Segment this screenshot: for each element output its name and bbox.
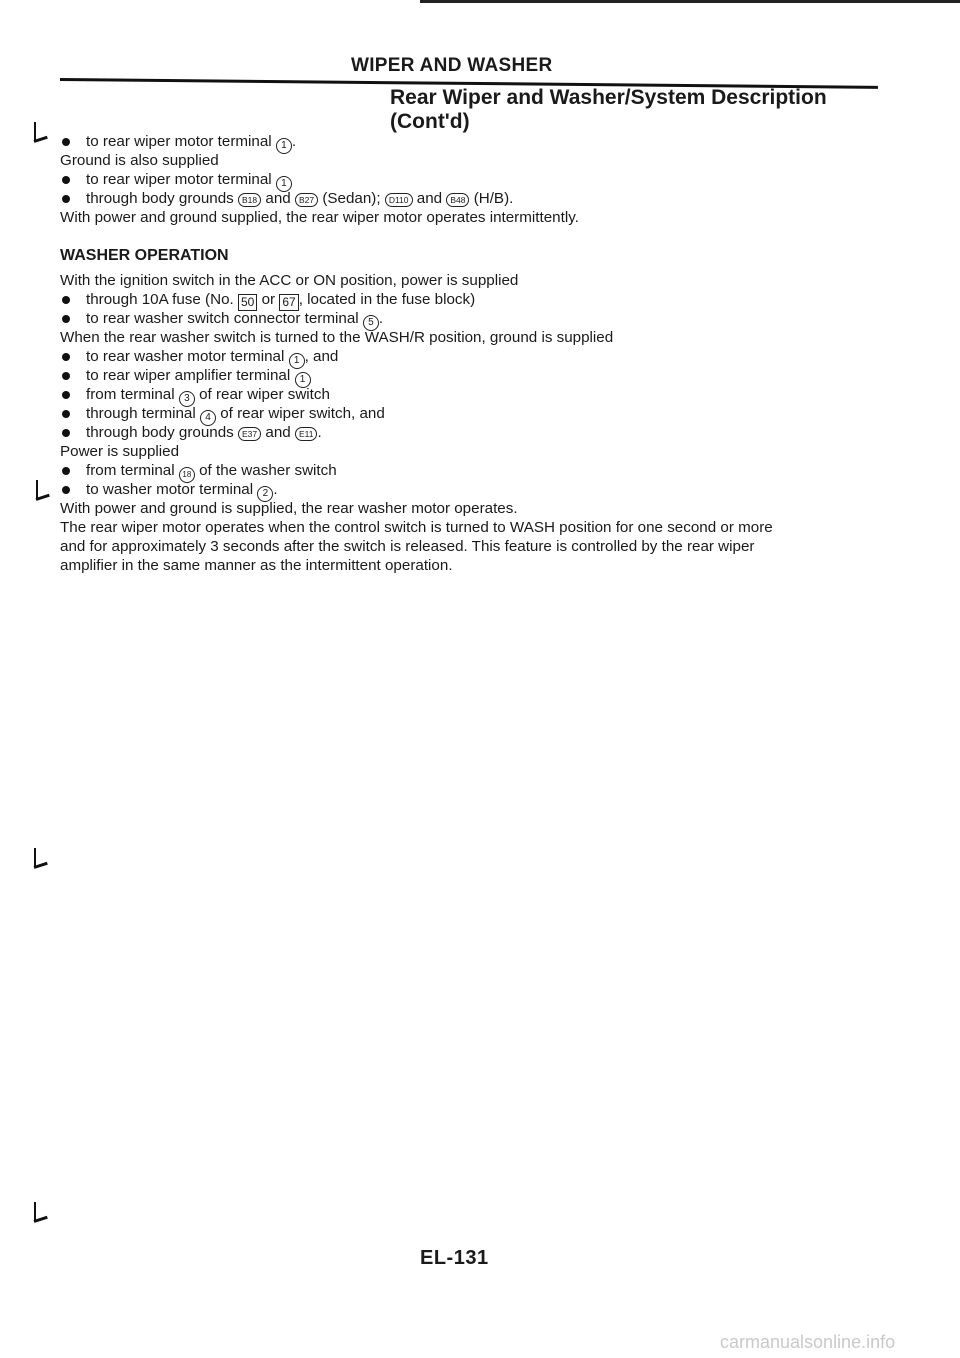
terminal-symbol: 2 xyxy=(257,486,273,502)
ground-symbol: B18 xyxy=(238,193,261,207)
subtitle-line-1: Rear Wiper and Washer/System Description xyxy=(390,86,827,109)
watermark: carmanualsonline.info xyxy=(720,1332,896,1352)
terminal-symbol: 4 xyxy=(200,410,216,426)
subtitle xyxy=(390,86,827,134)
text-line: With the ignition switch in the ACC or ON position, power is supplied xyxy=(60,272,519,289)
fuse-symbol: 67 xyxy=(279,294,298,311)
list-item: through body grounds B18 and B27 (Sedan); D110 and B48 (H/B). xyxy=(60,189,880,208)
text-line: The rear wiper motor operates when the control switch is turned to WASH position for one second or more xyxy=(60,519,773,536)
terminal-symbol: 1 xyxy=(289,353,305,369)
list-item: from terminal 3 of rear wiper switch xyxy=(60,385,880,404)
list-item: to rear wiper motor terminal 1 . xyxy=(60,132,880,151)
list-item: to rear washer switch connector terminal 5 . xyxy=(60,309,880,328)
revision-marker xyxy=(32,480,52,506)
ground-symbol: B27 xyxy=(295,193,318,207)
terminal-symbol: 5 xyxy=(363,315,379,331)
text-line: With power and ground is supplied, the rear washer motor operates. xyxy=(60,500,518,517)
text-line: and for approximately 3 seconds after the switch is released. This feature is controlled by the rear wiper xyxy=(60,538,755,555)
revision-marker xyxy=(30,848,50,874)
revision-marker xyxy=(30,1202,50,1228)
ground-symbol: D110 xyxy=(385,193,413,207)
list-item: to rear wiper motor terminal 1 xyxy=(60,170,880,189)
text-line: Power is supplied xyxy=(60,443,180,460)
section-heading: WASHER OPERATION xyxy=(60,247,229,264)
page-number: EL-131 xyxy=(420,1247,489,1269)
terminal-symbol: 1 xyxy=(276,138,292,154)
terminal-symbol: 3 xyxy=(179,391,195,407)
subtitle-line-2: (Cont'd) xyxy=(390,110,470,133)
text-line: With power and ground supplied, the rear wiper motor operates intermittently. xyxy=(60,209,579,226)
terminal-symbol: 18 xyxy=(179,467,195,483)
terminal-symbol: 1 xyxy=(295,372,311,388)
ground-symbol: E37 xyxy=(238,427,261,441)
ground-symbol: B48 xyxy=(446,193,469,207)
list-item: to washer motor terminal 2 . xyxy=(60,480,880,499)
revision-marker xyxy=(30,122,50,148)
fuse-symbol: 50 xyxy=(238,294,257,311)
list-item: through body grounds E37 and E11 . xyxy=(60,423,880,442)
text-line: Ground is also supplied xyxy=(60,152,219,169)
text-line: When the rear washer switch is turned to the WASH/R position, ground is supplied xyxy=(60,329,614,346)
list-item: from terminal 18 of the washer switch xyxy=(60,461,880,480)
document-body xyxy=(60,132,880,575)
section-title: WIPER AND WASHER xyxy=(351,55,553,76)
list-item: to rear washer motor terminal 1 , and xyxy=(60,347,880,366)
list-item: through 10A fuse (No. 50 or 67 , located in the fuse block) xyxy=(60,290,880,309)
ground-symbol: E11 xyxy=(295,427,318,441)
list-item: to rear wiper amplifier terminal 1 xyxy=(60,366,880,385)
top-border-line xyxy=(420,0,960,3)
terminal-symbol: 1 xyxy=(276,176,292,192)
list-item: through terminal 4 of rear wiper switch, and xyxy=(60,404,880,423)
text-line: amplifier in the same manner as the intermittent operation. xyxy=(60,557,453,574)
